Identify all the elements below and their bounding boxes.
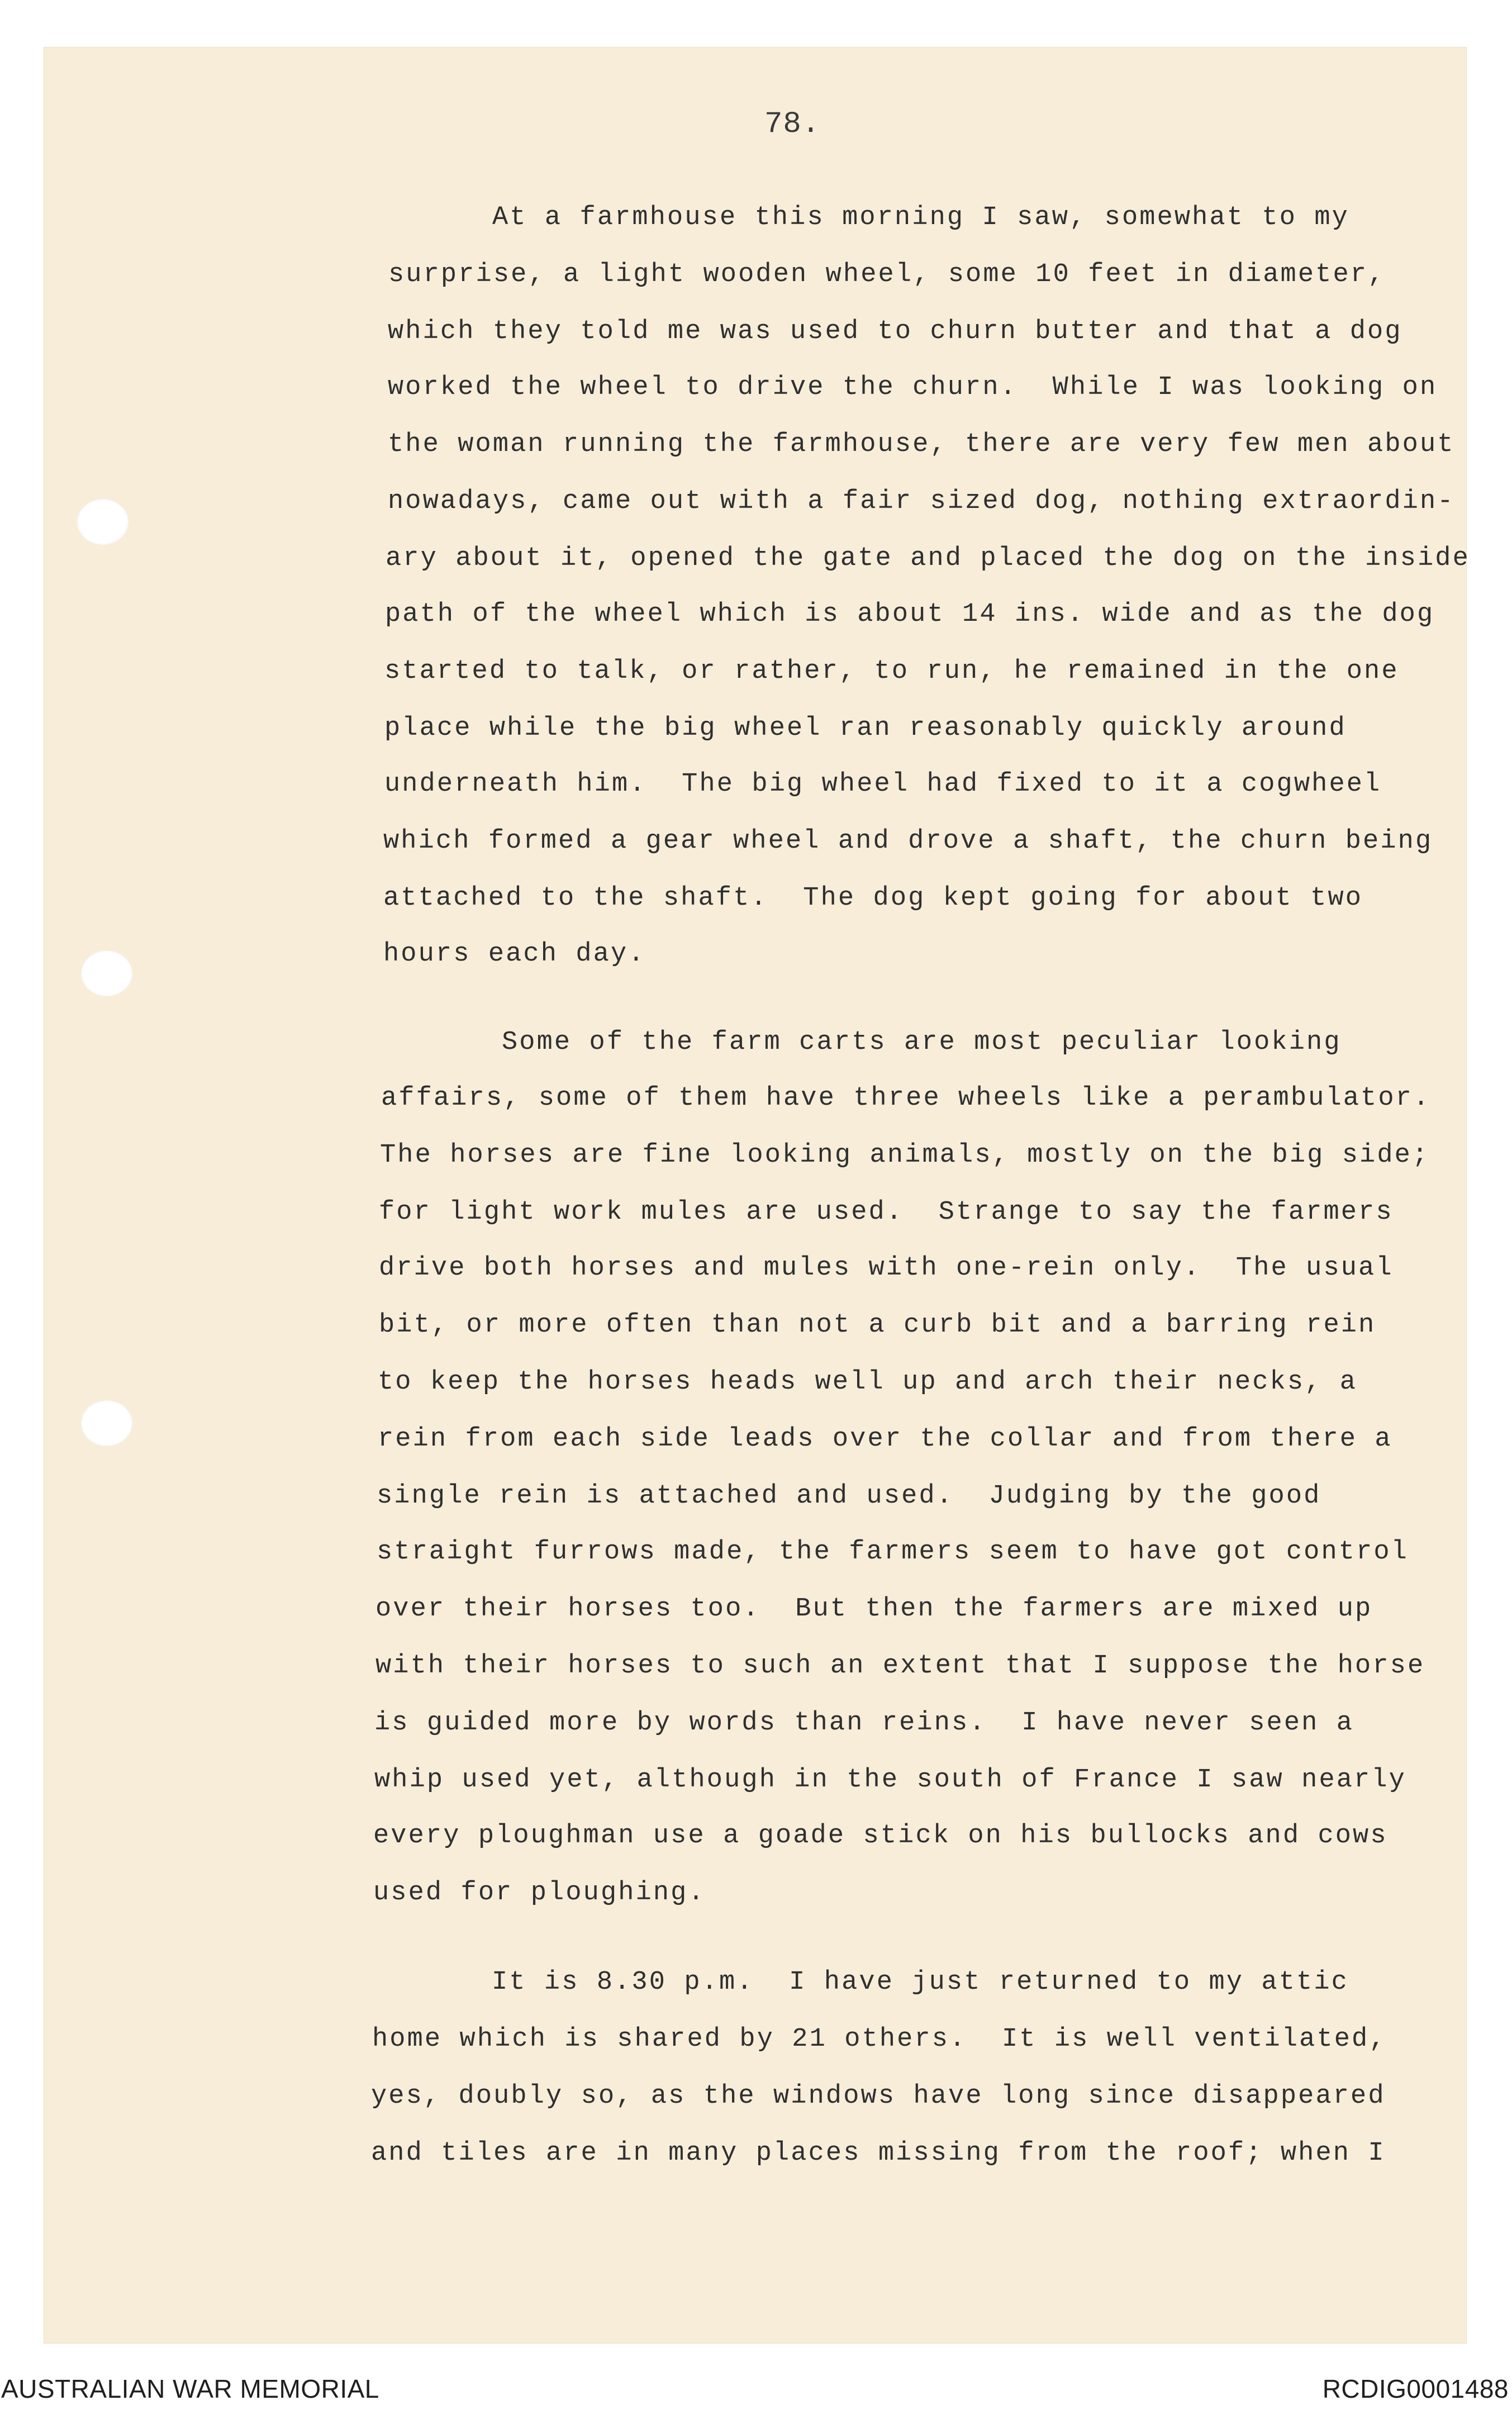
text-line: to keep the horses heads well up and arch their necks, a [378, 1367, 1358, 1397]
text-line: worked the wheel to drive the churn. While I was looking on [388, 373, 1438, 402]
text-line: rein from each side leads over the collar and from there a [378, 1424, 1392, 1454]
text-line: drive both horses and mules with one-rein only. The usual [379, 1253, 1394, 1283]
text-line: It is 8.30 p.m. I have just returned to my attic [492, 1967, 1349, 1997]
text-line: every ploughman use a goade stick on his bullocks and cows [373, 1821, 1388, 1851]
text-line: which they told me was used to churn butter and that a dog [388, 317, 1402, 346]
text-line: path of the wheel which is about 14 ins. wide and as the dog [385, 600, 1435, 629]
text-line: the woman running the farmhouse, there are very few men about [388, 430, 1455, 459]
text-line: underneath him. The big wheel had fixed to it a cogwheel [384, 769, 1382, 799]
text-line: single rein is attached and used. Judging by the good [377, 1481, 1321, 1511]
text-line: for light work mules are used. Strange to say the farmers [379, 1197, 1394, 1227]
text-line: home which is shared by 21 others. It is well ventilated, [372, 2024, 1387, 2054]
text-line: The horses are fine looking animals, mostly on the big side; [380, 1140, 1430, 1170]
text-line: place while the big wheel ran reasonably quickly around [384, 714, 1347, 743]
text-line: nowadays, came out with a fair sized dog, nothing extraordin- [388, 487, 1455, 516]
text-line: whip used yet, although in the south of France I saw nearly [374, 1765, 1406, 1795]
text-line: At a farmhouse this morning I saw, somewhat to my [492, 203, 1349, 232]
text-line: used for ploughing. [373, 1878, 706, 1908]
text-line: hours each day. [383, 939, 646, 969]
text-line: is guided more by words than reins. I have never seen a [374, 1708, 1354, 1738]
text-line: surprise, a light wooden wheel, some 10 feet in diameter, [388, 260, 1386, 289]
footer-reference-id: RCDIG0001488 [1322, 2374, 1509, 2403]
punch-hole [77, 499, 129, 545]
text-line: with their horses to such an extent that I suppose the horse [375, 1651, 1425, 1681]
punch-hole [81, 1400, 132, 1446]
text-line: which formed a gear wheel and drove a shaft, the churn being [383, 826, 1433, 856]
text-line: affairs, some of them have three wheels like a perambulator. [381, 1083, 1431, 1113]
punch-hole [81, 950, 132, 996]
text-line: attached to the shaft. The dog kept going for about two [383, 883, 1363, 913]
text-line: over their horses too. But then the farmers are mixed up [375, 1594, 1373, 1624]
text-line: yes, doubly so, as the windows have long since disappeared [371, 2081, 1386, 2111]
text-line: straight furrows made, the farmers seem to have got control [377, 1537, 1409, 1567]
text-line: ary about it, opened the gate and placed the dog on the inside [386, 544, 1470, 573]
text-line: started to talk, or rather, to run, he remained in the one [384, 657, 1399, 686]
text-line: bit, or more often than not a curb bit and a barring rein [379, 1310, 1376, 1340]
text-line: Some of the farm carts are most peculiar looking [502, 1028, 1342, 1057]
page-number: 78. [764, 107, 821, 141]
footer-institution: AUSTRALIAN WAR MEMORIAL [1, 2374, 379, 2403]
text-line: and tiles are in many places missing from the roof; when I [371, 2138, 1386, 2168]
